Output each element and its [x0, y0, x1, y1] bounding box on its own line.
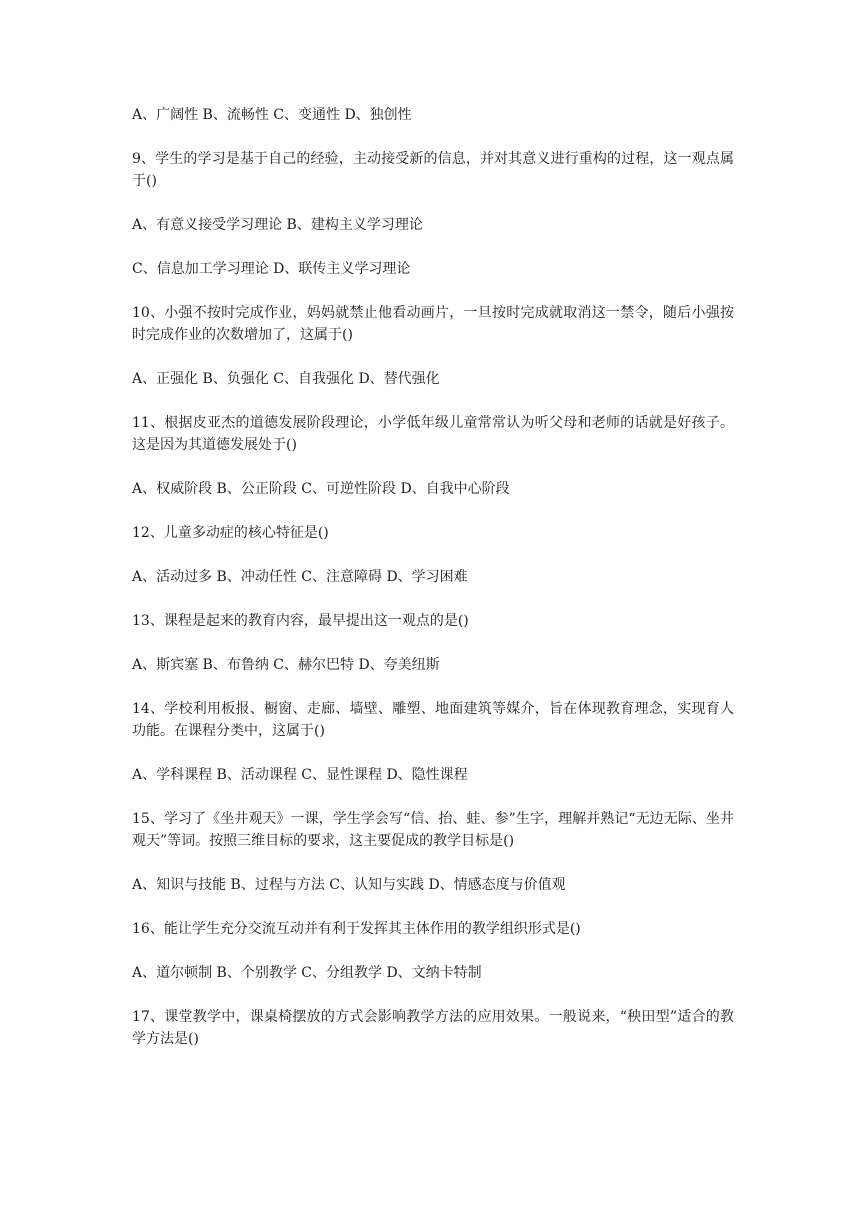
q10-question: 10、小强不按时完成作业，妈妈就禁止他看动画片，一旦按时完成就取消这一禁令，随后小强按时完成作业的次数增加了，这属于() [132, 305, 734, 343]
q17-question: 17、课堂教学中，课桌椅摆放的方式会影响教学方法的应用效果。一般说来，“秧田型”适合的教学方法是() [132, 1009, 734, 1047]
q16-options: A、道尔顿制 B、个别教学 C、分组教学 D、文纳卡特制 [132, 965, 482, 981]
q11-question: 11、根据皮亚杰的道德发展阶段理论，小学低年级儿童常常认为听父母和老师的话就是好孩子。这是因为其道德发展处于() [132, 415, 734, 453]
q11-options: A、权威阶段 B、公正阶段 C、可逆性阶段 D、自我中心阶段 [132, 481, 510, 497]
q9-options-cd: C、信息加工学习理论 D、联传主义学习理论 [132, 261, 411, 277]
q9-options-ab: A、有意义接受学习理论 B、建构主义学习理论 [132, 217, 423, 233]
q15-options: A、知识与技能 B、过程与方法 C、认知与实践 D、情感态度与价值观 [132, 877, 566, 893]
q13-options: A、斯宾塞 B、布鲁纳 C、赫尔巴特 D、夸美纽斯 [132, 657, 440, 673]
q12-options: A、活动过多 B、冲动任性 C、注意障碍 D、学习困难 [132, 569, 468, 585]
q15-question: 15、学习了《坐井观天》一课，学生学会写“信、抬、蛙、参”生字，理解并熟记“无边无际、坐井观天”等词。按照三维目标的要求，这主要促成的教学目标是() [132, 811, 734, 849]
q14-options: A、学科课程 B、活动课程 C、显性课程 D、隐性课程 [132, 767, 468, 783]
q12-question: 12、儿童多动症的核心特征是() [132, 525, 329, 541]
q16-question: 16、能让学生充分交流互动并有利于发挥其主体作用的教学组织形式是() [132, 921, 581, 937]
q8-options: A、广阔性 B、流畅性 C、变通性 D、独创性 [132, 107, 412, 123]
q10-options: A、正强化 B、负强化 C、自我强化 D、替代强化 [132, 371, 440, 387]
q13-question: 13、课程是起来的教育内容，最早提出这一观点的是() [132, 613, 469, 629]
q14-question: 14、学校利用板报、橱窗、走廊、墙壁、雕塑、地面建筑等媒介，旨在体现教育理念，实现育人功能。在课程分类中，这属于() [132, 701, 734, 739]
q9-question: 9、学生的学习是基于自己的经验，主动接受新的信息，并对其意义进行重构的过程，这一观点属于() [132, 151, 734, 189]
document-page [132, 104, 734, 1072]
